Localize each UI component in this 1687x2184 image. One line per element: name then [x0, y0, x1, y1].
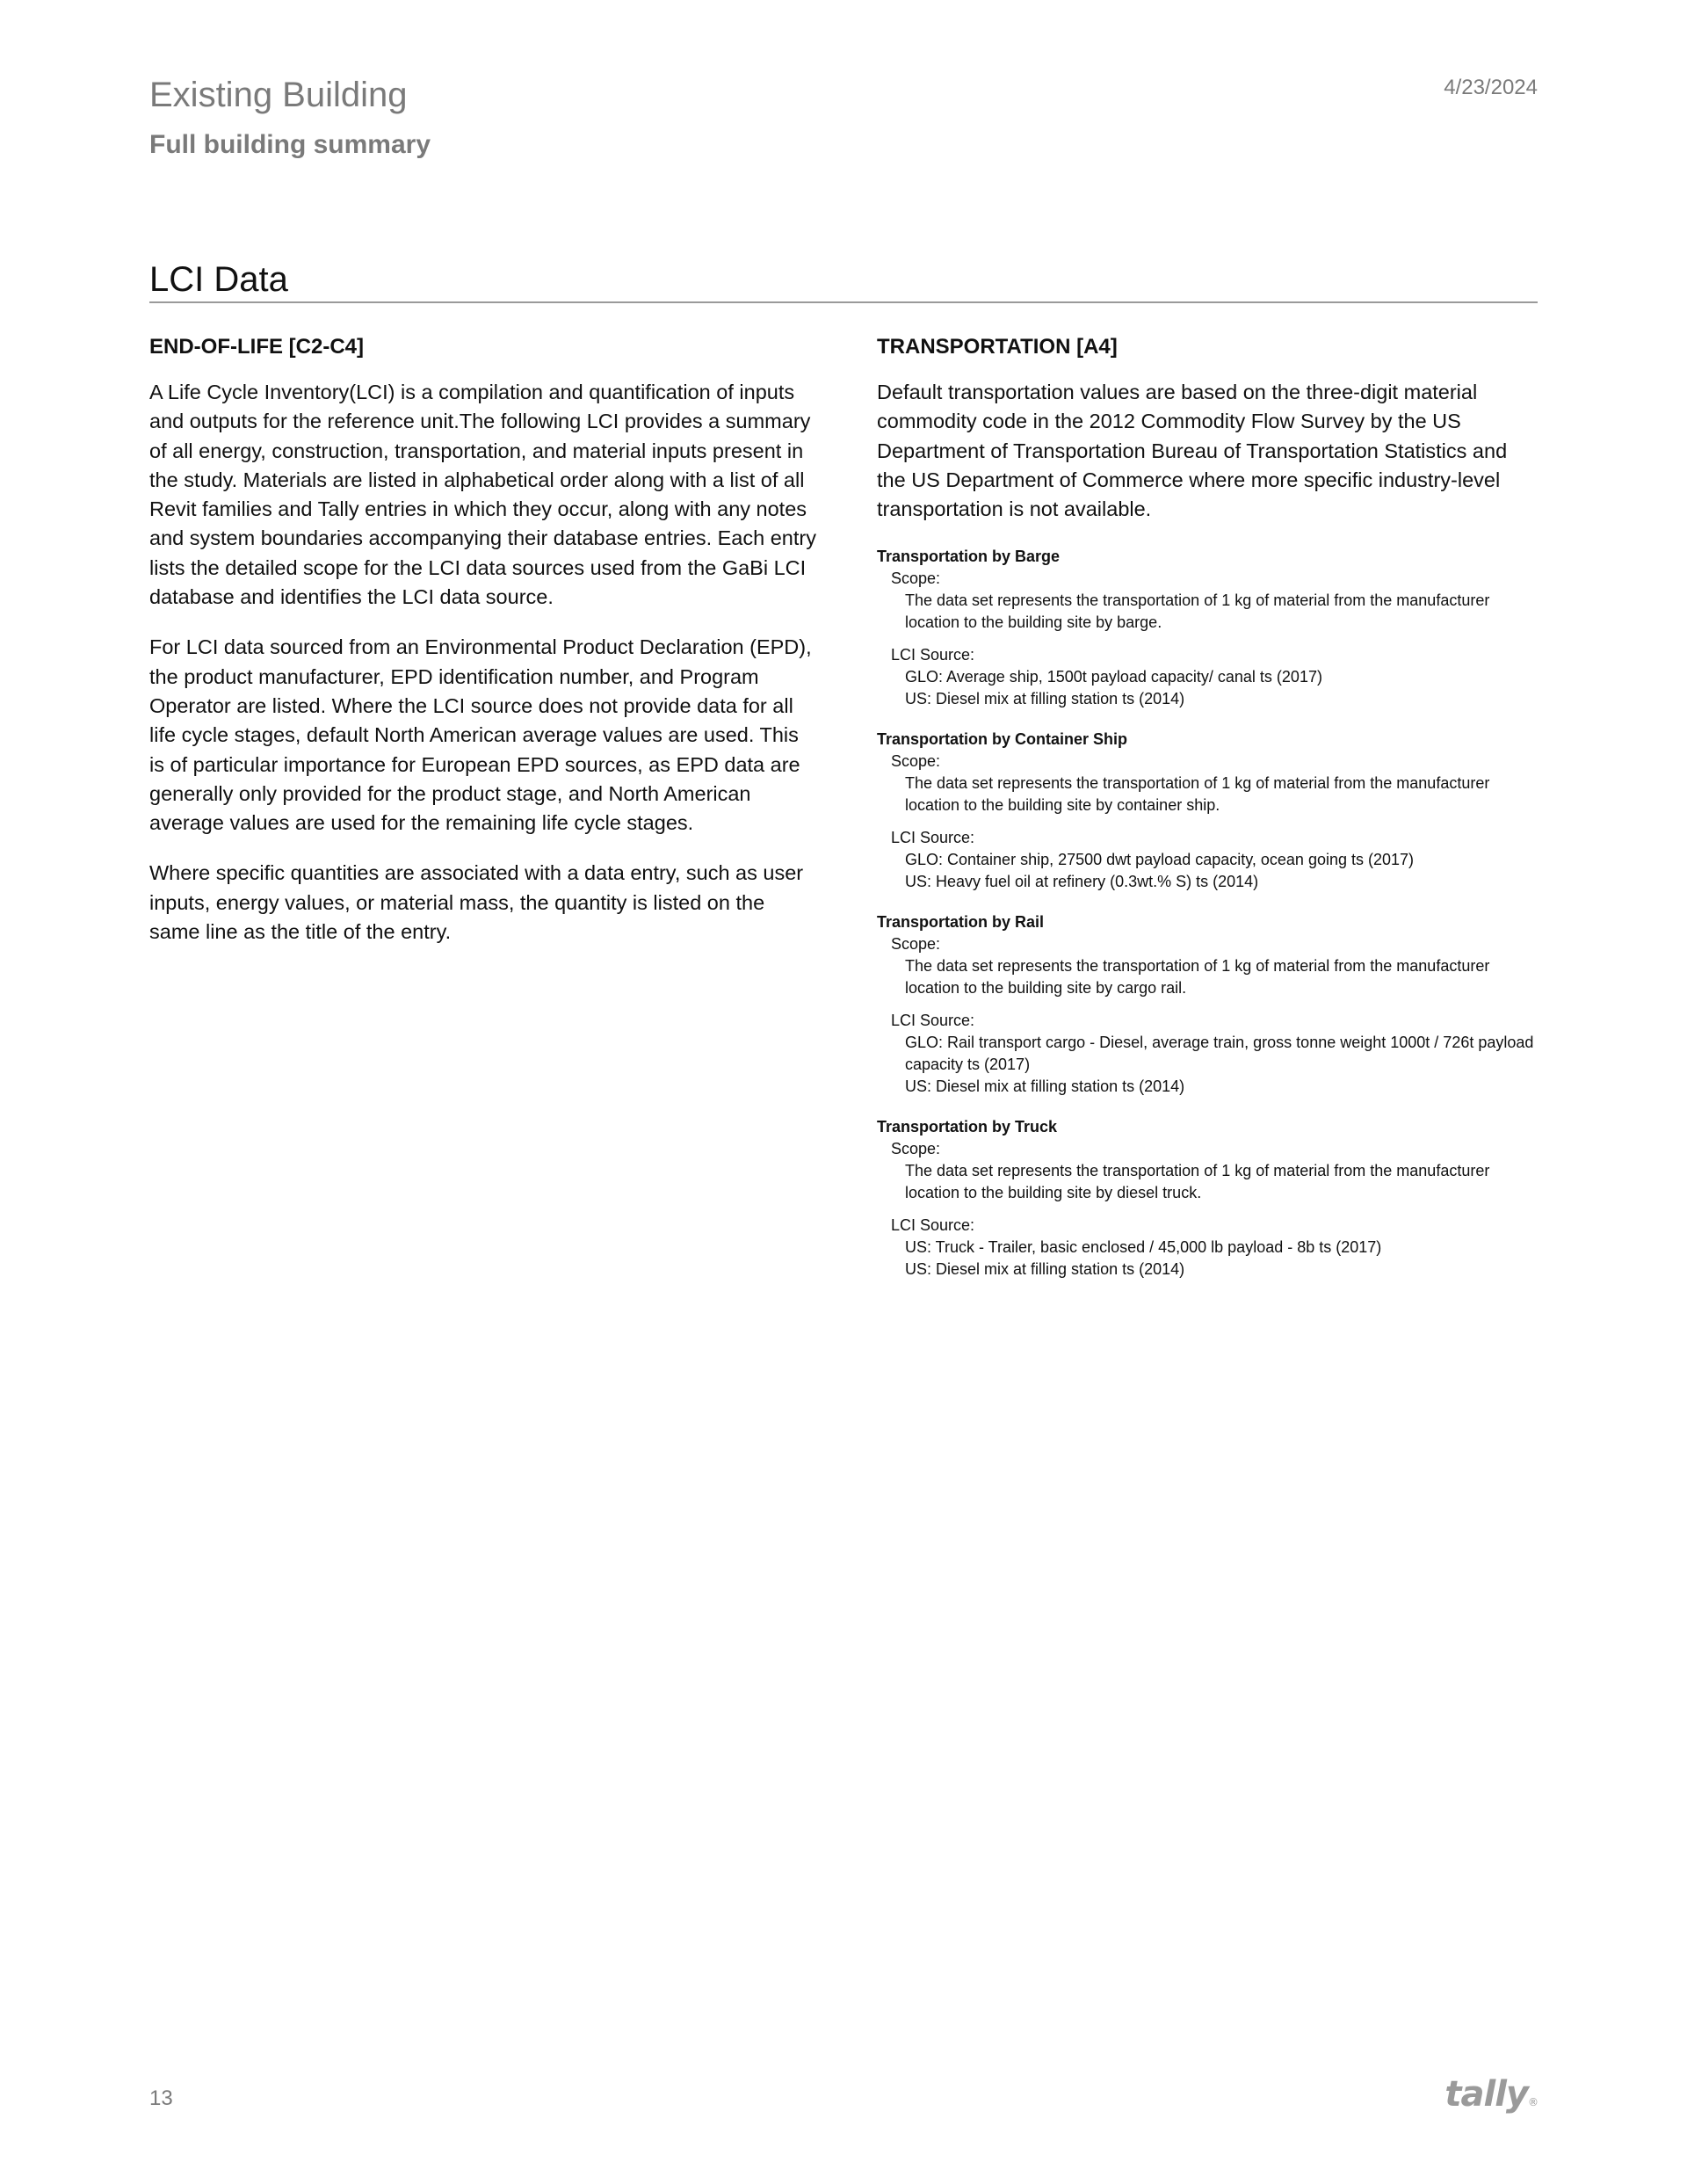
entry-title: Transportation by Truck — [877, 1118, 1058, 1136]
lci-source-item: US: Diesel mix at filling station ts (2014) — [905, 690, 1185, 708]
end-of-life-column — [149, 332, 819, 968]
tally-logo — [1444, 2074, 1538, 2115]
page-number: 13 — [149, 2086, 173, 2110]
lci-source-item: US: Truck - Trailer, basic enclosed / 45,000 lb payload - 8b ts (2017) — [905, 1238, 1382, 1257]
scope-label: Scope: — [891, 570, 941, 588]
entry-title: Transportation by Container Ship — [877, 730, 1128, 749]
registered-mark: ® — [1528, 2096, 1538, 2108]
scope-label: Scope: — [891, 1140, 941, 1158]
lci-source-label: LCI Source: — [891, 646, 975, 664]
end-of-life-heading: END-OF-LIFE [C2-C4] — [149, 335, 364, 359]
lci-source-item: US: Diesel mix at filling station ts (2014) — [905, 1077, 1185, 1096]
transportation-column — [877, 332, 1538, 1281]
lci-source-label: LCI Source: — [891, 1216, 975, 1235]
lci-source-item: US: Diesel mix at filling station ts (2014) — [905, 1260, 1185, 1279]
entry-title: Transportation by Barge — [877, 548, 1061, 566]
section-title: LCI Data — [149, 260, 288, 299]
lci-source-item: GLO: Rail transport cargo - Diesel, average train, gross tonne weight 1000t / 726t payload capacity ts (2017) — [905, 1034, 1534, 1074]
lci-source-label: LCI Source: — [891, 1012, 975, 1030]
lci-source-item: GLO: Container ship, 27500 dwt payload capacity, ocean going ts (2017) — [905, 851, 1415, 869]
epd-paragraph: For LCI data sourced from an Environmental Product Declaration (EPD), the product manufacturer, EPD identification number, and Program Operator are listed. Where the LCI source does not provide data for all life cycle stages, default North American average values are used. This is of particular importance for European EPD sources, as EPD data are generally only provided for the product stage, and North American average values are used for the remaining life cycle stages. — [149, 635, 812, 835]
lci-intro-paragraph: A Life Cycle Inventory(LCI) is a compilation and quantification of inputs and outputs for the reference unit.The following LCI provides a summary of all energy, construction, transportation, and material inputs present in the study. Materials are listed in alphabetical order along with a list of all Revit families and Tally entries in which they occur, along with any notes and system boundaries accompanying their database entries. Each entry lists the detailed scope for the LCI data sources used from the GaBi LCI database and identifies the LCI data source. — [149, 381, 816, 609]
scope-text: The data set represents the transportation of 1 kg of material from the manufacturer location to the building site by container ship. — [905, 774, 1490, 815]
transportation-heading: TRANSPORTATION [A4] — [877, 335, 1118, 359]
entry-title: Transportation by Rail — [877, 913, 1045, 932]
section-divider — [149, 301, 1538, 303]
scope-text: The data set represents the transportation of 1 kg of material from the manufacturer location to the building site by diesel truck. — [905, 1162, 1490, 1202]
scope-label: Scope: — [891, 935, 941, 954]
page-subtitle: Full building summary — [149, 130, 431, 159]
quantities-paragraph: Where specific quantities are associated with a data entry, such as user inputs, energy values, or material mass, the quantity is listed on the same line as the title of the entry. — [149, 861, 804, 944]
transport-entry-truck — [877, 1115, 1538, 1281]
transportation-intro-paragraph: Default transportation values are based on the three-digit material commodity code in the 2012 Commodity Flow Survey by the US Department of Transportation Bureau of Transportation Statistics and the US Department of Commerce where more specific industry-level transportation is not available. — [877, 381, 1508, 521]
page-date: 4/23/2024 — [1444, 76, 1538, 99]
transport-entry-container-ship — [877, 728, 1538, 893]
page-title: Existing Building — [149, 76, 408, 114]
scope-label: Scope: — [891, 752, 941, 771]
lci-source-label: LCI Source: — [891, 829, 975, 847]
lci-source-item: US: Heavy fuel oil at refinery (0.3wt.% S) ts (2014) — [905, 873, 1259, 891]
lci-source-item: GLO: Average ship, 1500t payload capacity/ canal ts (2017) — [905, 668, 1322, 686]
transport-entry-barge — [877, 545, 1538, 710]
scope-text: The data set represents the transportation of 1 kg of material from the manufacturer location to the building site by barge. — [905, 591, 1490, 632]
transport-entry-rail — [877, 911, 1538, 1098]
scope-text: The data set represents the transportation of 1 kg of material from the manufacturer location to the building site by cargo rail. — [905, 957, 1490, 998]
logo-wordmark: tally — [1444, 2074, 1528, 2115]
